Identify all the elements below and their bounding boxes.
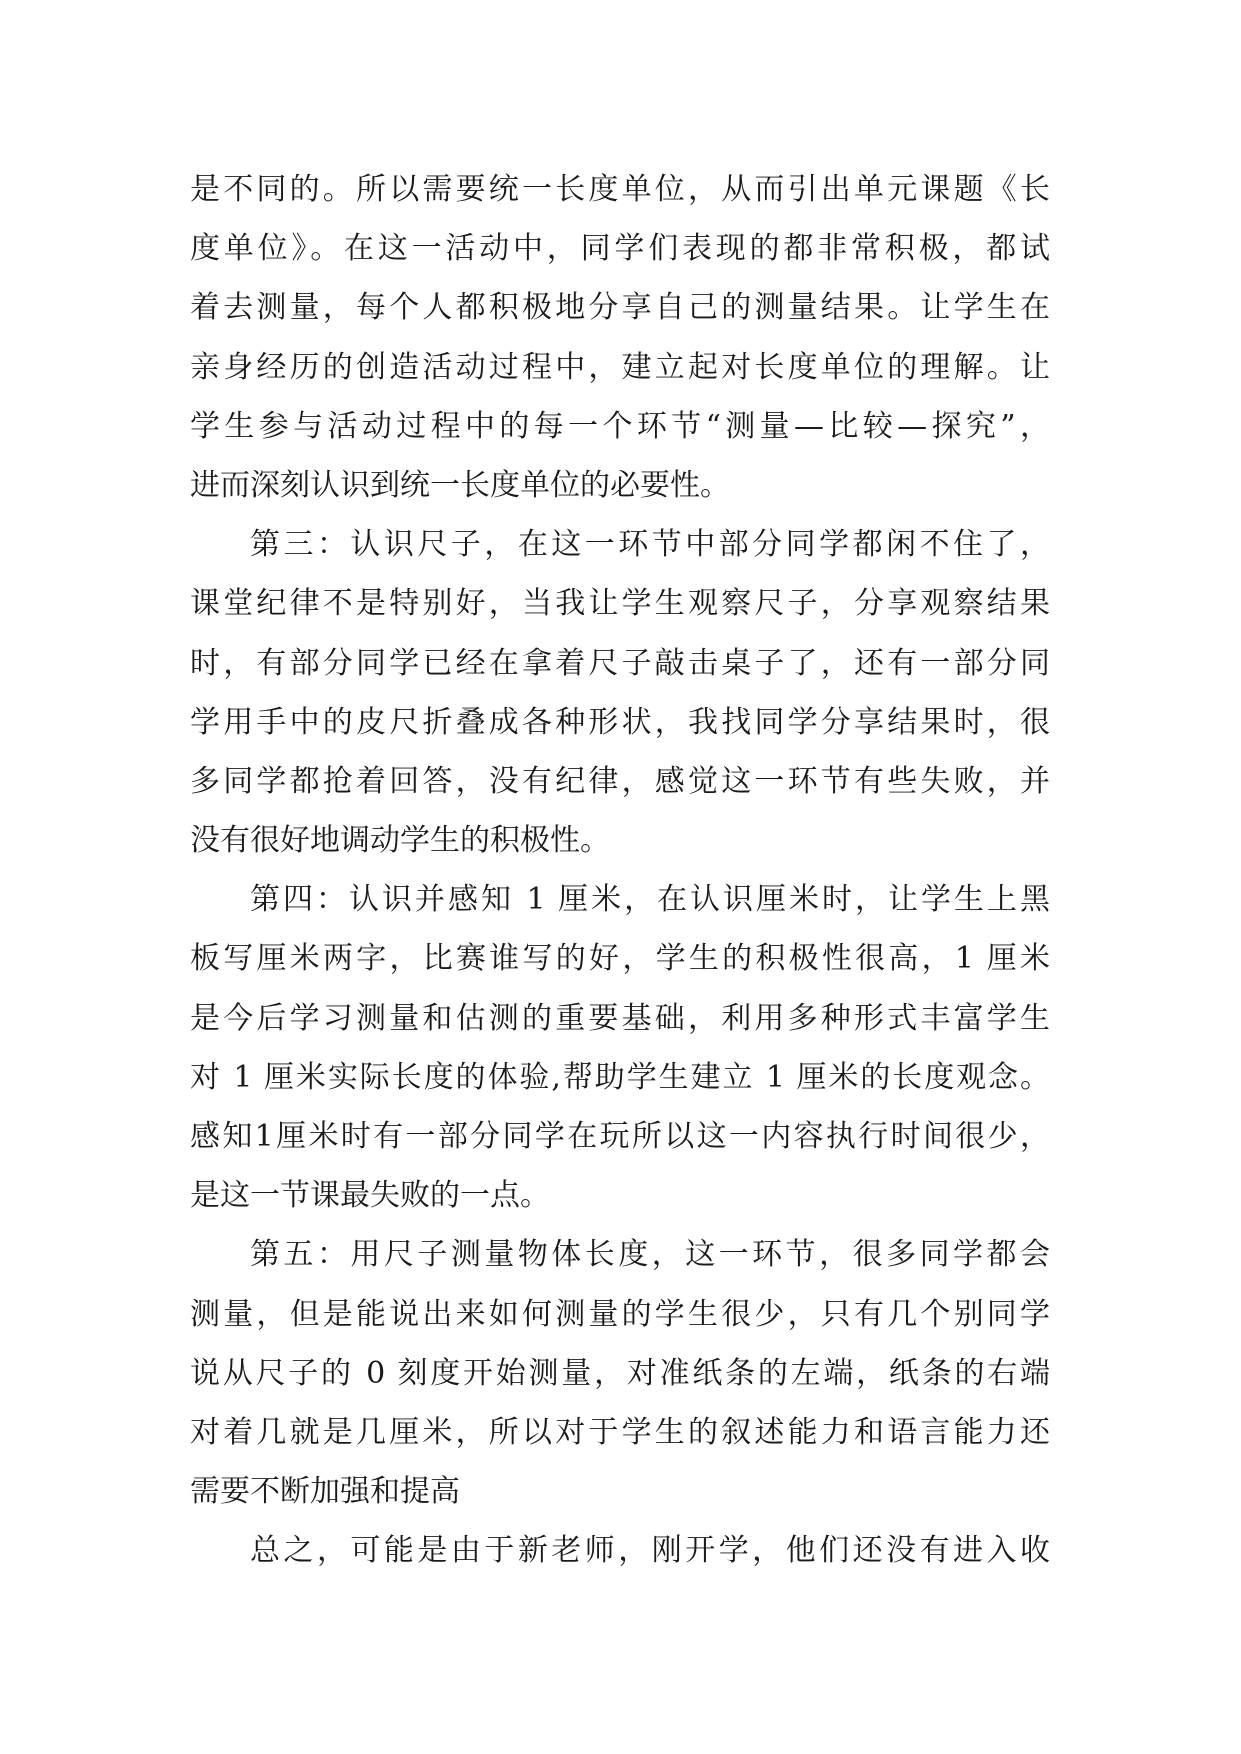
text-line: 感知1厘米时有一部分同学在玩所以这一内容执行时间很少， (190, 1119, 1050, 1154)
text-line: 对 1 厘米实际长度的体验,帮助学生建立 1 厘米的长度观念。 (190, 1059, 1050, 1095)
text-line: 课堂纪律不是特别好，当我让学生观察尺子，分享观察结果 (190, 586, 1050, 622)
paragraph-conclusion (190, 1521, 1050, 1580)
paragraph-third (190, 515, 1050, 870)
text-line: 说从尺子的 0 刻度开始测量，对准纸条的左端，纸条的右端 (190, 1355, 1050, 1391)
paragraph-fourth (190, 870, 1050, 1225)
text-line: 是这一节课最失败的一点。 (190, 1178, 550, 1214)
paragraph-intro-continuation (190, 160, 1050, 515)
text-line: 时，有部分同学已经在拿着尺子敲击桌子了，还有一部分同 (190, 645, 1050, 681)
text-line: 进而深刻认识到统一长度单位的必要性。 (190, 467, 730, 503)
text-line: 没有很好地调动学生的积极性。 (190, 823, 610, 859)
text-line: 着去测量，每个人都积极地分享自己的测量结果。让学生在 (190, 290, 1050, 326)
text-line: 多同学都抢着回答，没有纪律，感觉这一环节有些失败，并 (190, 763, 1050, 799)
text-line: 总之，可能是由于新老师，刚开学，他们还没有进入收 (250, 1533, 1050, 1569)
text-line: 学用手中的皮尺折叠成各种形状，我找同学分享结果时，很 (190, 704, 1050, 740)
document-body (190, 160, 1050, 1581)
text-line: 是不同的。所以需要统一长度单位，从而引出单元课题《长 (190, 172, 1050, 207)
paragraph-fifth (190, 1225, 1050, 1521)
text-line: 板写厘米两字，比赛谁写的好，学生的积极性很高，1 厘米 (190, 941, 1050, 977)
text-line: 对着几就是几厘米，所以对于学生的叙述能力和语言能力还 (190, 1414, 1050, 1450)
text-line: 亲身经历的创造活动过程中，建立起对长度单位的理解。让 (190, 349, 1050, 385)
text-line: 学生参与活动过程中的每一个环节“测量—比较—探究”， (190, 408, 1050, 444)
text-line: 第三：认识尺子，在这一环节中部分同学都闲不住了， (250, 527, 1050, 563)
text-line: 度单位》。在这一活动中，同学们表现的都非常积极，都试 (190, 231, 1050, 267)
text-line: 是今后学习测量和估测的重要基础，利用多种形式丰富学生 (190, 1000, 1050, 1036)
text-line: 第四：认识并感知 1 厘米，在认识厘米时，让学生上黑 (250, 882, 1050, 918)
text-line: 测量，但是能说出来如何测量的学生很少，只有几个别同学 (190, 1296, 1050, 1332)
text-line: 第五：用尺子测量物体长度，这一环节，很多同学都会 (250, 1237, 1050, 1273)
text-line: 需要不断加强和提高 (190, 1474, 460, 1510)
